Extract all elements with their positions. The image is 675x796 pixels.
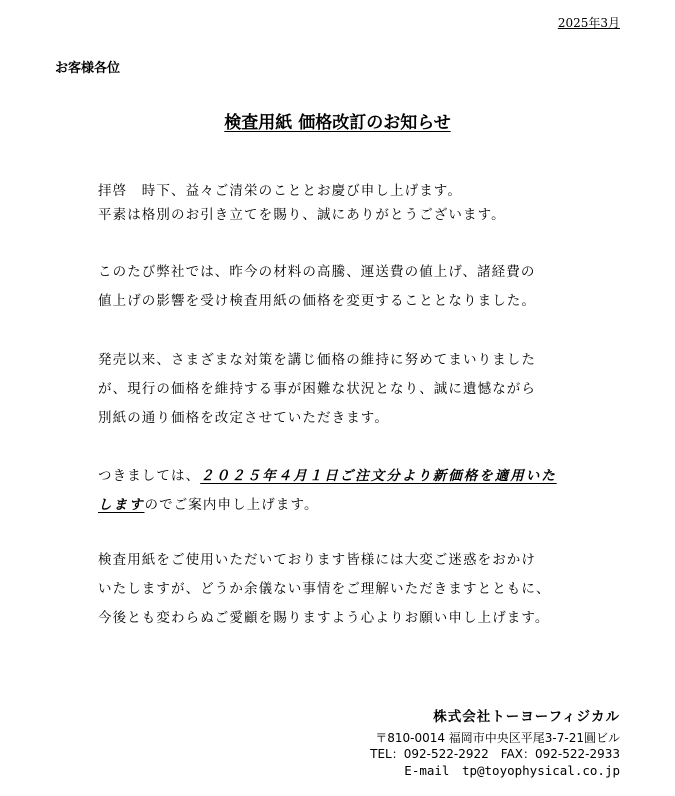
effective-date-emphasis: ２０２５年４月１日ご注文分より新価格を適用いた — [200, 468, 557, 484]
greeting-paragraph — [98, 179, 618, 227]
company-name: 株式会社トーヨーフィジカル — [433, 709, 620, 725]
paragraph-line — [98, 491, 618, 520]
effective-date-paragraph — [98, 462, 618, 520]
paragraph-line: 検査用紙をご使用いただいております皆様には大変ご迷惑をおかけ — [98, 552, 536, 568]
paragraph-prefix: つきましては、 — [98, 468, 201, 484]
revision-paragraph — [98, 346, 618, 433]
paragraph-line — [98, 462, 618, 491]
paragraph-suffix: のでご案内申し上げます。 — [144, 497, 319, 513]
paragraph-line: 別紙の通り価格を改定させていただきます。 — [98, 410, 389, 426]
reason-paragraph — [98, 258, 618, 316]
paragraph-line: 平素は格別のお引き立てを賜り、誠にありがとうございます。 — [98, 207, 506, 223]
paragraph-line: 値上げの影響を受け検査用紙の価格を変更することとなりました。 — [98, 293, 536, 309]
paragraph-line: が、現行の価格を維持する事が困難な状況となり、誠に遺憾ながら — [98, 381, 536, 397]
paragraph-line: このたび弊社では、昨今の材料の高騰、運送費の値上げ、諸経費の — [98, 264, 536, 280]
company-tel-fax: TEL：092-522-2922 FAX：092-522-2933 — [370, 747, 620, 761]
issue-date: 2025年3月 — [557, 16, 620, 30]
paragraph-line: 発売以来、さまざまな対策を講じ価格の維持に努めてまいりました — [98, 352, 536, 368]
paragraph-line: 拝啓 時下、益々ご清栄のこととお慶び申し上げます。 — [98, 183, 462, 199]
company-email: E-mail tp@toyophysical.co.jp — [404, 763, 620, 778]
closing-paragraph — [98, 546, 618, 633]
addressee: お客様各位 — [55, 61, 121, 76]
company-address: 〒810-0014 福岡市中央区平尾3-7-21圓ビル — [375, 731, 620, 745]
effective-date-emphasis-cont: します — [98, 497, 145, 513]
document-title — [0, 108, 675, 133]
paragraph-line: 今後とも変わらぬご愛顧を賜りますよう心よりお願い申し上げます。 — [98, 610, 550, 626]
title-text: 検査用紙 価格改訂のお知らせ — [224, 113, 451, 133]
paragraph-line: いたしますが、どうか余儀ない事情をご理解いただきますとともに、 — [98, 581, 551, 597]
